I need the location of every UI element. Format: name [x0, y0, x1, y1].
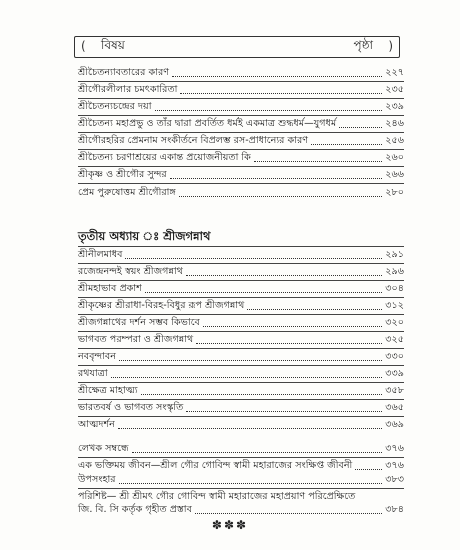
divider — [78, 98, 404, 99]
toc-entry: ভারতবর্ষ ও ভাগবত সংস্কৃতি ৩৬৫ — [78, 402, 404, 413]
toc-entry: লেখক সম্বন্ধে ৩৭৬ — [78, 443, 404, 454]
toc-entry: নববৃন্দাবন ৩৩০ — [78, 351, 404, 362]
toc-entry: পরিশিষ্ট— শ্রী শ্রীমৎ গৌর গোবিন্দ স্বামী মহারাজের মহাপ্রয়াণ পরিপ্রেক্ষিতে — [78, 491, 356, 502]
toc-entry: শ্রীচৈতন্যাবতারের কারণ ২২৭ — [78, 67, 404, 78]
divider — [78, 382, 404, 383]
divider — [78, 183, 404, 184]
toc-entry: এক ভক্তিময় জীবন—শ্রীল গৌর গোবিন্দ স্বামী মহারাজের সংক্ষিপ্ত জীবনী ৩৭৬ — [78, 460, 404, 471]
toc-entry: শ্রীক্ষেত্র মাহাত্ম্য ৩৫৮ — [78, 385, 404, 396]
footer-ornament: ✽✽✽ — [211, 518, 249, 532]
divider — [78, 149, 404, 150]
divider — [78, 331, 404, 332]
header-right-ornament: ) — [388, 39, 393, 53]
header-subject-label: বিষয় — [101, 38, 125, 52]
divider — [78, 246, 404, 247]
header-page-label: পৃষ্ঠা — [353, 38, 373, 52]
section-title: তৃতীয় অধ্যায় ঃ শ্রীজগন্নাথ — [78, 229, 211, 243]
divider — [78, 263, 404, 264]
toc-entry: শ্রীচৈতন্য মহাপ্রভু ও তাঁর দ্বারা প্রবর্তিত ধর্মই একমাত্র শুদ্ধধর্ম—যুগধর্ম ২৪৬ — [78, 118, 404, 129]
toc-entry: রজেন্দ্রনন্দই স্বয়ং শ্রীজগন্নাথ ২৯৬ — [78, 266, 404, 277]
toc-entry: শ্রীকৃষ্ণ ও শ্রীগৌর সুন্দর ২৬৬ — [78, 169, 404, 180]
toc-entry: শ্রীনীলমাধব ২৯১ — [78, 249, 404, 260]
toc-entry: শ্রীচৈতন্য চরণাশ্রয়ের একান্ত প্রয়োজনীয়তা কি ২৬০ — [78, 152, 404, 163]
toc-entry: শ্রীগৌরলীলার চমৎকারিতা ২৩৫ — [78, 84, 404, 95]
divider — [78, 297, 404, 298]
divider — [78, 115, 404, 116]
divider — [78, 416, 404, 417]
toc-entry: আত্মদর্শন ৩৬৯ — [78, 419, 404, 430]
divider — [78, 457, 404, 458]
toc-header — [74, 36, 400, 58]
toc-entry: শ্রীমহাভাব প্রকাশ ৩০৪ — [78, 283, 404, 294]
toc-entry: জি. বি. সি কর্তৃক গৃহীত প্রস্তাব ৩৮৪ — [78, 504, 404, 515]
toc-entry: ভাগবত পরম্পরা ও শ্রীজগন্নাথ ৩২৫ — [78, 334, 404, 345]
divider — [78, 314, 404, 315]
toc-entry: প্রেম পুরুষোত্তম শ্রীগৌরাঙ্গ ২৮০ — [78, 187, 404, 198]
toc-entry: শ্রীকৃষ্ণের শ্রীরাধা-বিরহ-বিধুর রূপ শ্রীজগন্নাথ ৩১২ — [78, 300, 404, 311]
divider — [78, 365, 404, 366]
header-left-ornament: ( — [81, 39, 86, 53]
toc-entry: শ্রীজগন্নাথের দর্শন সম্ভব কিভাবে ৩২০ — [78, 317, 404, 328]
divider — [78, 488, 404, 489]
divider — [78, 280, 404, 281]
divider — [78, 348, 404, 349]
toc-entry: শ্রীচৈতন্যচন্দ্রের দয়া ২৩৯ — [78, 101, 404, 112]
toc-entry: শ্রীগৌরহরির প্রেমনাম সংকীর্তনে বিপ্রলম্ভ রস-প্রাধান্যের কারণ ২৫৬ — [78, 135, 404, 146]
divider — [78, 132, 404, 133]
divider — [78, 166, 404, 167]
divider — [78, 81, 404, 82]
divider — [78, 399, 404, 400]
toc-entry: রথযাত্রা ৩৩৯ — [78, 368, 404, 379]
toc-entry: উপসংহার ৩৮৩ — [78, 474, 404, 485]
